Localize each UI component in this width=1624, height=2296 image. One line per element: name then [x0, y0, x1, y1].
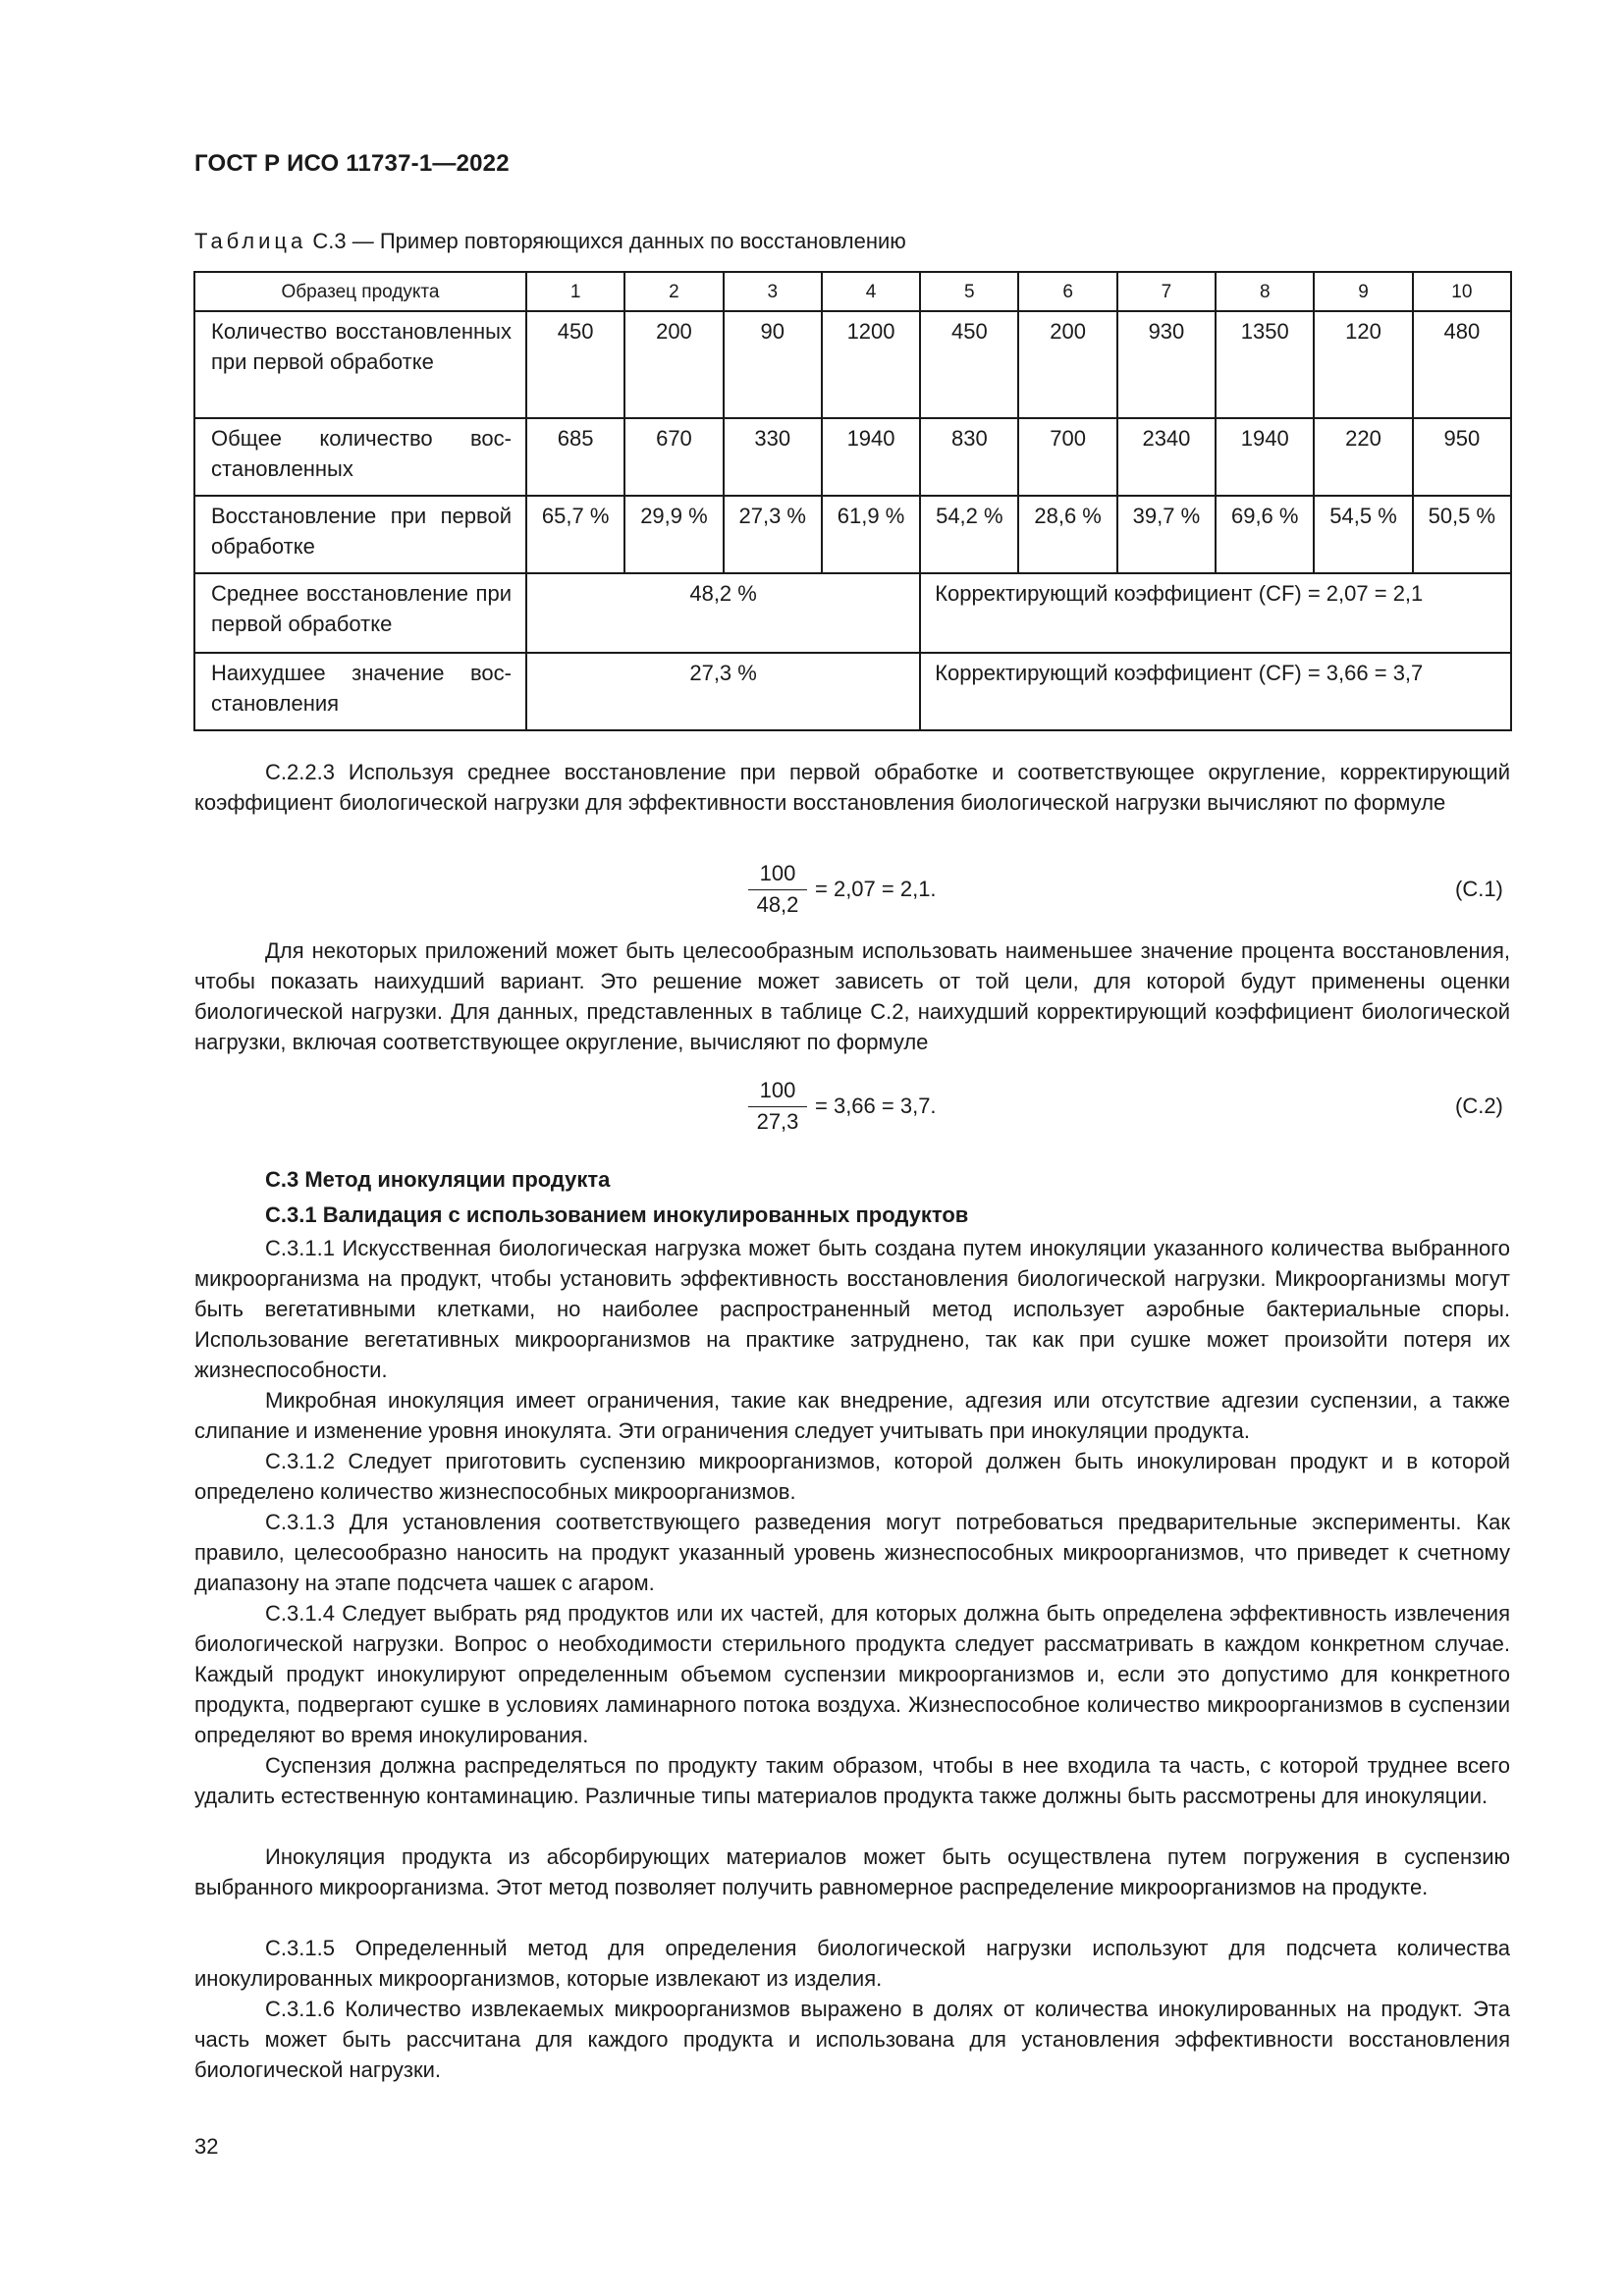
- table-caption: [194, 229, 906, 254]
- paragraph-text: С.3.1.3 Для установления соответствующего разведения могут потребоваться предварительные эксперименты. Как правило, целесообразно наносить на продукт указанный уровень жизнеспособных микроорганизмов, что приведет к счетному диапазону на этапе подсчета чашек с агаром.: [194, 1510, 1510, 1595]
- row-label: Восстановление при первой обработке: [194, 496, 526, 573]
- paragraph-suspension: [194, 1750, 1510, 1811]
- paragraph-c314: [194, 1598, 1510, 1750]
- column-header: 6: [1018, 272, 1116, 311]
- table-cell: 670: [624, 418, 723, 496]
- paragraph-c313: [194, 1507, 1510, 1598]
- correction-factor-text: Корректирующий коэффициент (CF) = 3,66 = 3,7: [920, 653, 1511, 730]
- table-cell: 39,7 %: [1117, 496, 1216, 573]
- row-label: Количество восстановленных при первой обработке: [194, 311, 526, 418]
- fraction-denominator: 48,2: [756, 892, 799, 917]
- recovery-data-table: [193, 271, 1512, 731]
- section-heading-c31: С.3.1 Валидация с использованием инокулированных продуктов: [265, 1202, 969, 1227]
- table-cell: 700: [1018, 418, 1116, 496]
- column-header: 8: [1216, 272, 1314, 311]
- column-header: 1: [526, 272, 624, 311]
- paragraph-c311: [194, 1233, 1510, 1385]
- fraction: [748, 860, 807, 920]
- table-cell: 200: [624, 311, 723, 418]
- formula-ref-c1: (С.1): [1455, 877, 1503, 901]
- table-cell: 1940: [822, 418, 920, 496]
- section-heading-c3: С.3 Метод инокуляции продукта: [265, 1167, 611, 1192]
- table-row: [194, 496, 1511, 573]
- column-header: 9: [1314, 272, 1412, 311]
- column-header: 2: [624, 272, 723, 311]
- formula-ref-c2: (С.2): [1455, 1094, 1503, 1118]
- table-cell: 450: [920, 311, 1018, 418]
- paragraph-text: С.3.1.1 Искусственная биологическая нагрузка может быть создана путем инокуляции указанного количества выбранного микроорганизма на продукт, чтобы установить эффективность восстановления биологической нагрузки. Микроорганизмы могут быть вегетативными клетками, но наиболее распространенный метод использует аэробные бактериальные споры. Использование вегетативных микроорганизмов на практике затруднено, так как при сушке может произойти потеря их жизнеспособности.: [194, 1236, 1510, 1382]
- table-cell: 61,9 %: [822, 496, 920, 573]
- table-row: [194, 311, 1511, 418]
- table-row: [194, 418, 1511, 496]
- table-cell: 200: [1018, 311, 1116, 418]
- table-cell: 450: [526, 311, 624, 418]
- table-cell: 830: [920, 418, 1018, 496]
- summary-value: 27,3 %: [526, 653, 920, 730]
- table-cell: 50,5 %: [1413, 496, 1511, 573]
- paragraph-text: Микробная инокуляция имеет ограничения, такие как внедрение, адгезия или отсутствие адгезии суспензии, а также слипание и изменение уровня инокулята. Эти ограничения следует учитывать при инокуляции продукта.: [194, 1388, 1510, 1443]
- column-header: 4: [822, 272, 920, 311]
- fraction-numerator: 100: [748, 1077, 807, 1107]
- table-caption-text: С.3 — Пример повторяющихся данных по восстановлению: [312, 229, 906, 253]
- table-cell: 54,5 %: [1314, 496, 1412, 573]
- fraction: [748, 1077, 807, 1137]
- table-summary-row: [194, 653, 1511, 730]
- paragraph-text: С.3.1.4 Следует выбрать ряд продуктов или их частей, для которых должна быть определена эффективность извлечения биологической нагрузки. Вопрос о необходимости стерильного продукта следует рассматривать в каждом конкретном случае. Каждый продукт инокулируют определенным объемом суспензии микроорганизмов и, если это допустимо для конкретного продукта, подвергают сушке в условиях ламинарного потока воздуха. Жизнеспособное количество микроорганизмов в суспензии определяют во время инокулирования.: [194, 1601, 1510, 1747]
- paragraph-text: С.3.1.5 Определенный метод для определения биологической нагрузки используют для подсчета количества инокулированных микроорганизмов, которые извлекают из изделия.: [194, 1936, 1510, 1991]
- table-cell: 685: [526, 418, 624, 496]
- paragraph-text: С.3.1.2 Следует приготовить суспензию микроорганизмов, которой должен быть инокулирован продукт и в которой определено количество жизнеспособных микроорганизмов.: [194, 1449, 1510, 1504]
- table-cell: 54,2 %: [920, 496, 1018, 573]
- table-summary-row: [194, 573, 1511, 653]
- table-cell: 2340: [1117, 418, 1216, 496]
- table-cell: 27,3 %: [724, 496, 822, 573]
- paragraph-c223: [194, 757, 1510, 818]
- table-header-label: Образец продукта: [194, 272, 526, 311]
- paragraph-text: Суспензия должна распределяться по продукту таким образом, чтобы в нее входила та часть, с которой труднее всего удалить естественную контаминацию. Различные типы материалов продукта также должны быть рассмотрены для инокуляции.: [194, 1753, 1510, 1808]
- formula-result: = 3,66 = 3,7.: [815, 1094, 937, 1118]
- paragraph-c312: [194, 1446, 1510, 1507]
- table-cell: 1200: [822, 311, 920, 418]
- formula-result: = 2,07 = 2,1.: [815, 877, 937, 901]
- paragraph-text: Инокуляция продукта из абсорбирующих материалов может быть осуществлена путем погружения в суспензию выбранного микроорганизма. Этот метод позволяет получить равномерное распределение микроорганизмов на продукте.: [194, 1844, 1510, 1899]
- column-header: 10: [1413, 272, 1511, 311]
- table-cell: 69,6 %: [1216, 496, 1314, 573]
- table-header-row: [194, 272, 1511, 311]
- fraction-numerator: 100: [748, 860, 807, 890]
- table-cell: 29,9 %: [624, 496, 723, 573]
- paragraph-text: С.2.2.3 Используя среднее восстановление при первой обработке и соответствующее округление, корректирующий коэффициент биологической нагрузки для эффективности восстановления биологической нагрузки вычисляют по формуле: [194, 760, 1510, 815]
- row-label: Среднее восстановление при первой обработке: [194, 573, 526, 653]
- paragraph-c315: [194, 1933, 1510, 1994]
- standard-header: ГОСТ Р ИСО 11737-1—2022: [194, 150, 510, 177]
- table-cell: 1350: [1216, 311, 1314, 418]
- table-cell: 220: [1314, 418, 1412, 496]
- table-cell: 65,7 %: [526, 496, 624, 573]
- paragraph-worst-case: [194, 935, 1510, 1057]
- column-header: 7: [1117, 272, 1216, 311]
- paragraph-c316: [194, 1994, 1510, 2085]
- row-label: Общее количество восстановленных: [194, 418, 526, 496]
- table-cell: 120: [1314, 311, 1412, 418]
- table-caption-prefix: Таблица: [194, 229, 307, 253]
- table-cell: 480: [1413, 311, 1511, 418]
- paragraph-absorbing-materials: [194, 1842, 1510, 1902]
- paragraph-microbial-inoculation: [194, 1385, 1510, 1446]
- table-cell: 28,6 %: [1018, 496, 1116, 573]
- page-number: 32: [194, 2134, 219, 2159]
- table-cell: 950: [1413, 418, 1511, 496]
- row-label: Наихудшее значение восстановления: [194, 653, 526, 730]
- fraction-denominator: 27,3: [756, 1109, 799, 1134]
- table-cell: 90: [724, 311, 822, 418]
- paragraph-text: Для некоторых приложений может быть целесообразным использовать наименьшее значение процента восстановления, чтобы показать наихудший вариант. Это решение может зависеть от той цели, для которой будут применены оценки биологической нагрузки. Для данных, представленных в таблице С.2, наихудший корректирующий коэффициент биологической нагрузки, включая соответствующее округление, вычисляют по формуле: [194, 938, 1510, 1054]
- paragraph-text: С.3.1.6 Количество извлекаемых микроорганизмов выражено в долях от количества инокулированных на продукт. Эта часть может быть рассчитана для каждого продукта и использована для установления эффективности восстановления биологической нагрузки.: [194, 1997, 1510, 2082]
- column-header: 5: [920, 272, 1018, 311]
- table-cell: 1940: [1216, 418, 1314, 496]
- table-cell: 330: [724, 418, 822, 496]
- correction-factor-text: Корректирующий коэффициент (CF) = 2,07 = 2,1: [920, 573, 1511, 653]
- summary-value: 48,2 %: [526, 573, 920, 653]
- table-cell: 930: [1117, 311, 1216, 418]
- column-header: 3: [724, 272, 822, 311]
